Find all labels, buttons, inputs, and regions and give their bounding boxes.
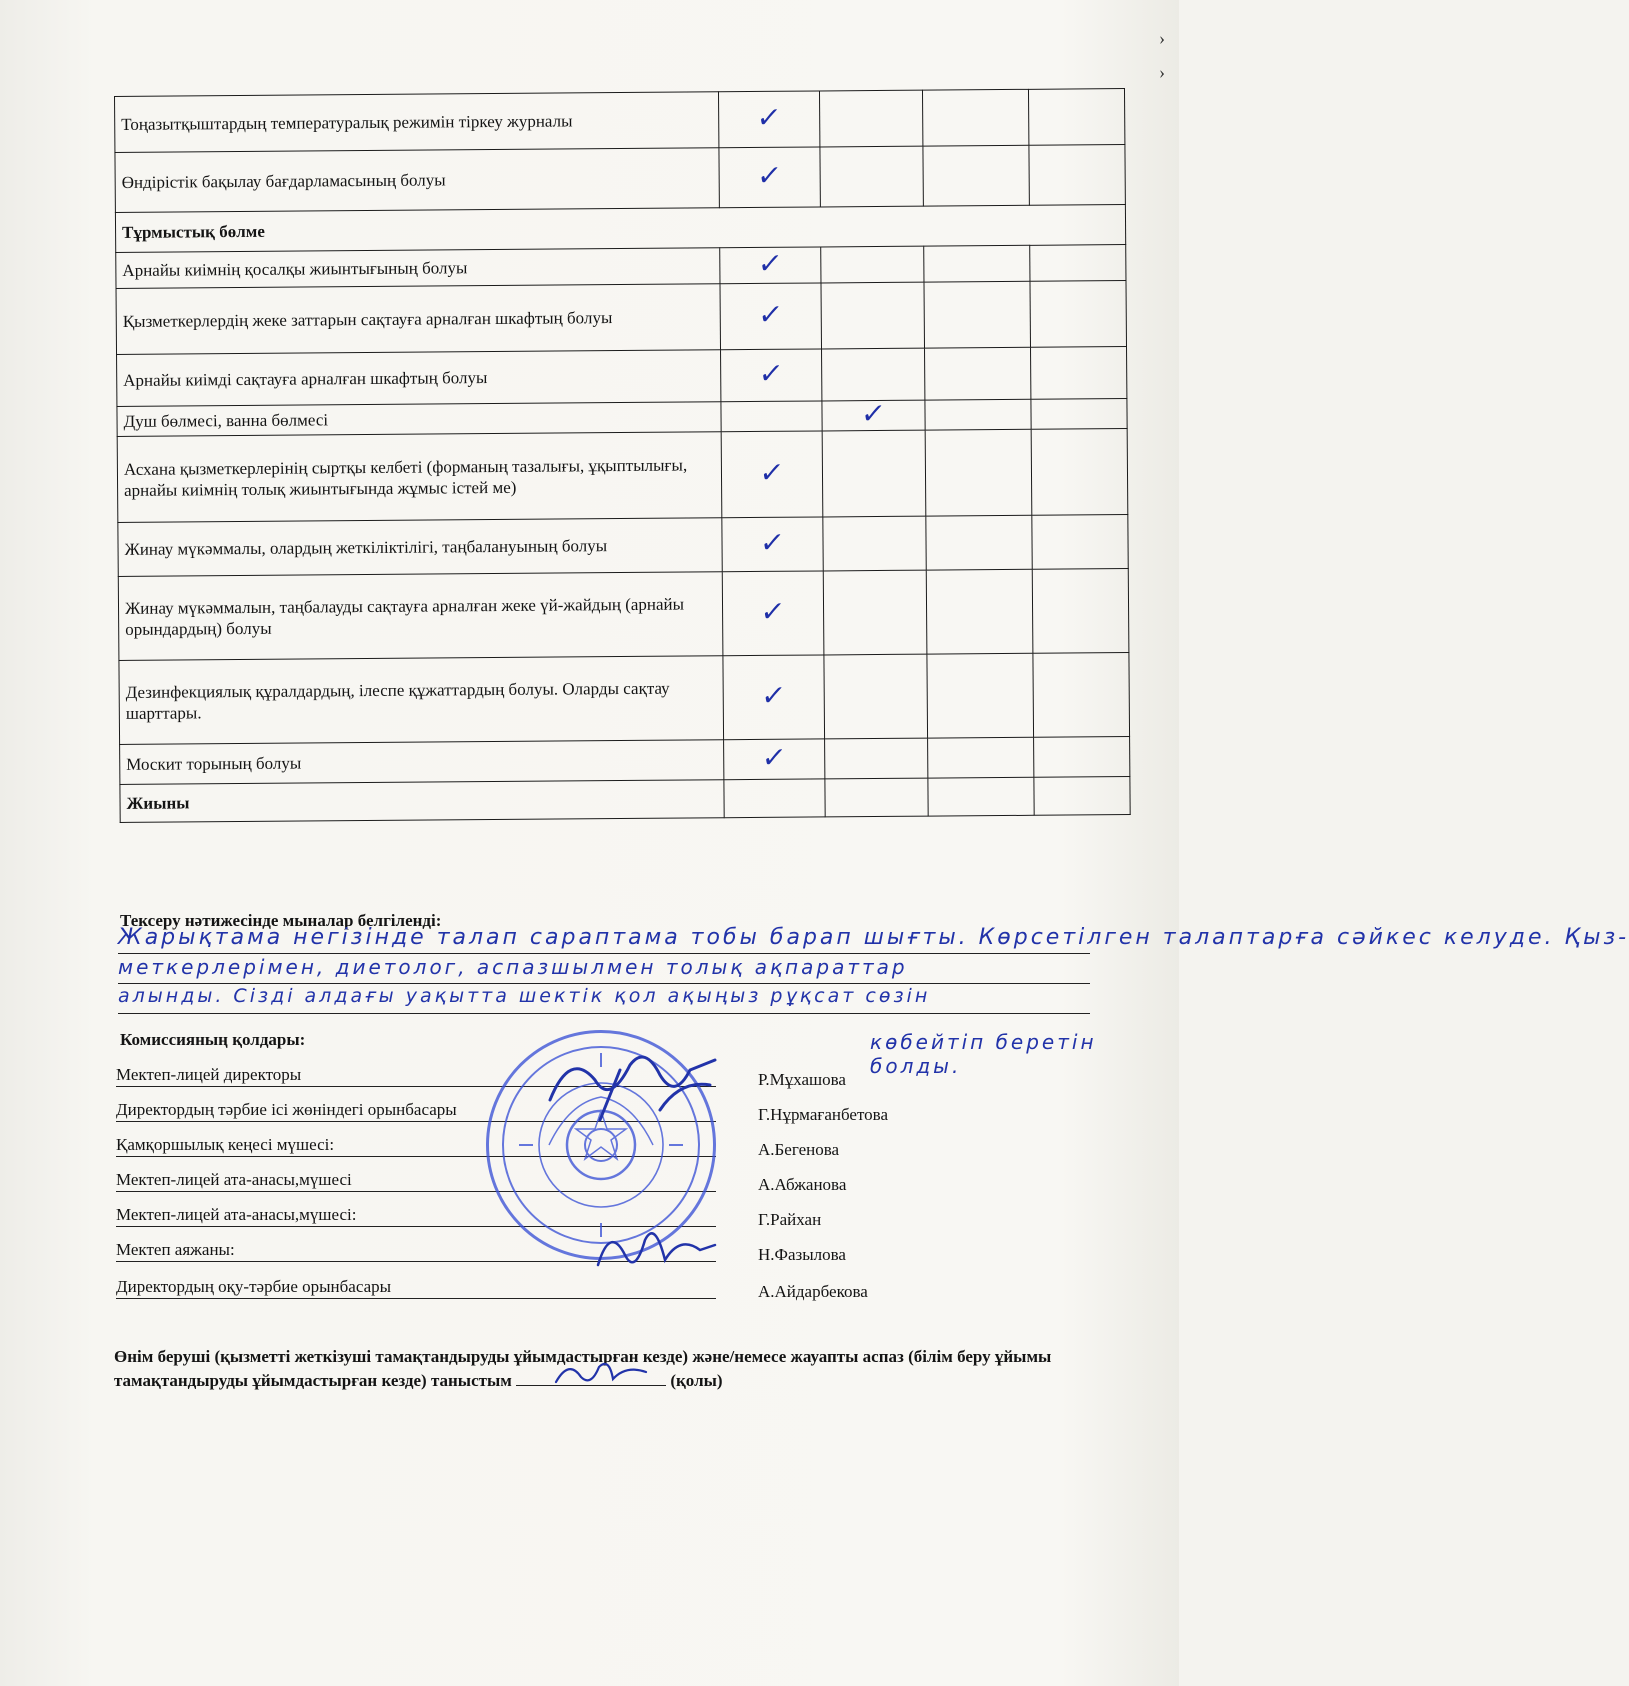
mark-cell — [1034, 737, 1130, 778]
mark-cell — [821, 246, 924, 283]
table-row — [118, 515, 1128, 577]
mark-cell — [1031, 347, 1127, 400]
mark-cell — [724, 779, 825, 818]
handwritten-line-2: меткерлерімен, диетолог, аспазшылмен толық ақпараттар — [118, 955, 1090, 984]
total-row — [120, 777, 1130, 823]
signature-name: Н.Фазылова — [758, 1245, 846, 1264]
mark-cell — [824, 654, 928, 739]
criterion-cell: Асхана қызметкерлерінің сыртқы келбеті (форманың тазалығы, ұқыптылығы, арнайы киімнің толық жиынтығында жұмыс істей ме) — [117, 432, 722, 523]
mark-cell — [925, 399, 1031, 430]
criterion-cell: Өндірістік бақылау бағдарламасының болуы — [115, 148, 719, 213]
signature-role: Мектеп-лицей директоры — [116, 1065, 302, 1084]
checkmark-icon: ✓ — [758, 455, 786, 489]
mark-cell — [822, 430, 926, 517]
table-row — [115, 145, 1125, 213]
handwritten-line-4: көбейтіп беретін болды. — [870, 1030, 1097, 1078]
mark-cell — [1029, 145, 1125, 206]
checkmark-icon: ✓ — [760, 740, 789, 774]
mark-cell — [720, 283, 822, 350]
criterion-cell: Тұрмыстық бөлме — [115, 205, 1125, 253]
mark-cell — [925, 347, 1031, 400]
checkmark-icon: ✓ — [756, 246, 785, 280]
signature-role: Мектеп-лицей ата-анасы,мүшесі: — [116, 1205, 357, 1224]
mark-cell — [820, 146, 923, 207]
criterion-cell: Жиыны — [120, 780, 724, 823]
mark-cell — [923, 145, 1029, 206]
signature-role: Мектеп аяжаны: — [116, 1240, 235, 1259]
mark-cell — [926, 515, 1032, 570]
criterion-cell: Тоңазытқыштардың температуралық режимін тіркеу журналы — [115, 92, 719, 153]
mark-cell — [720, 247, 821, 284]
mark-cell — [922, 89, 1028, 146]
mark-cell — [1032, 515, 1128, 570]
signature-role: Директордың тәрбие ісі жөніндегі орынбасары — [116, 1100, 457, 1119]
acknowledgement-text — [114, 1345, 1104, 1393]
mark-cell — [1028, 89, 1124, 146]
signature-name: Г.Райхан — [758, 1210, 822, 1229]
criterion-cell: Жинау мүкәммалы, олардың жеткіліктілігі, таңбалануының болуы — [118, 518, 722, 577]
criterion-cell: Москит торының болуы — [120, 740, 724, 785]
corner-mark: › — [1159, 28, 1165, 48]
mark-cell — [1033, 653, 1130, 738]
mark-cell — [928, 737, 1034, 778]
criterion-cell: Дезинфекциялық құралдардың, ілеспе құжаттардың болуы. Оларды сақтау шарттары. — [119, 656, 724, 745]
mark-cell — [925, 429, 1032, 516]
criterion-cell: Душ бөлмесі, ванна бөлмесі — [117, 402, 721, 437]
mark-cell — [721, 401, 822, 432]
mark-cell — [1032, 569, 1129, 654]
checkmark-icon: ✓ — [758, 525, 787, 559]
mark-cell — [822, 396, 925, 431]
acknowledgement-suffix: (қолы) — [670, 1371, 723, 1390]
mark-cell — [924, 281, 1031, 348]
mark-cell — [718, 91, 819, 148]
mark-cell — [822, 348, 925, 401]
signature-name: Р.Мұхашова — [758, 1070, 846, 1089]
criterion-cell: Арнайы киімнің қосалқы жиынтығының болуы — [116, 248, 720, 289]
mark-cell — [926, 569, 1033, 654]
mark-cell — [1031, 429, 1128, 516]
signature-name: А.Айдарбекова — [758, 1282, 868, 1301]
table-row — [119, 653, 1130, 745]
acknowledgement-signature-line — [516, 1371, 666, 1386]
criterion-cell: Қызметкерлердің жеке заттарын сақтауға арналған шкафтың болуы — [116, 284, 720, 355]
criterion-cell: Жинау мүкәммалын, таңбалауды сақтауға арналған жеке үй-жайдың (арнайы орындардың) болуы — [118, 572, 723, 661]
mark-cell — [722, 517, 823, 572]
nurse-signature-icon — [590, 1220, 720, 1280]
checkmark-icon: ✓ — [757, 356, 786, 390]
signature-name: А.Бегенова — [758, 1140, 840, 1159]
signature-role: Қамқоршылық кеңесі мүшесі: — [116, 1135, 335, 1154]
signatures-label: Комиссияның қолдары: — [120, 1030, 306, 1049]
mark-cell — [721, 431, 823, 518]
mark-cell — [823, 516, 926, 571]
mark-cell — [825, 778, 928, 817]
mark-cell — [819, 90, 922, 147]
table-row — [118, 569, 1129, 661]
checklist-table — [114, 88, 1131, 823]
mark-cell — [1031, 399, 1127, 430]
mark-cell — [724, 739, 825, 780]
signature-name: А.Абжанова — [758, 1175, 847, 1194]
acknowledgement-body: Өнім беруші (қызметті жеткізуші тамақтандыруды ұйымдастырған кезде) және/немесе жауапты аспаз (білім беру ұйымы тамақтандыруды ұйымдастырған кезде) таныстым — [114, 1347, 1052, 1390]
mark-cell — [719, 147, 820, 208]
mark-cell — [924, 245, 1030, 282]
table-row — [117, 429, 1128, 523]
checkmark-icon: ✓ — [755, 100, 784, 134]
table-row — [115, 89, 1125, 153]
mark-cell — [823, 570, 927, 655]
mark-cell — [1030, 281, 1127, 348]
checkmark-icon: ✓ — [859, 396, 888, 431]
mark-cell — [928, 777, 1034, 816]
checkmark-icon: ✓ — [755, 158, 784, 192]
mark-cell — [825, 738, 928, 779]
mark-cell — [821, 282, 925, 349]
signature-name: Г.Нұрмағанбетова — [758, 1105, 889, 1124]
director-signature-icon — [540, 1040, 740, 1130]
mark-cell — [1030, 245, 1126, 282]
signature-role: Директордың оқу-тәрбие орынбасары — [116, 1277, 392, 1296]
mark-cell — [723, 655, 825, 740]
checkmark-icon: ✓ — [759, 594, 787, 628]
handwritten-line-3: алынды. Сізді алдағы уақытта шектік қол ақыңыз рұқсат сөзін — [118, 985, 1090, 1014]
mark-cell — [721, 349, 822, 402]
mark-cell — [1034, 777, 1130, 816]
mark-cell — [722, 571, 824, 656]
signature-role: Мектеп-лицей ата-анасы,мүшесі — [116, 1170, 352, 1189]
checkmark-icon: ✓ — [759, 678, 788, 712]
mark-cell — [927, 653, 1034, 738]
cook-signature-icon — [551, 1357, 651, 1389]
checkmark-icon: ✓ — [756, 297, 785, 331]
criterion-cell: Арнайы киімді сақтауға арналған шкафтың болуы — [117, 350, 721, 407]
handwritten-line-1: Жарықтама негізінде талап сараптама тобы барап шығты. Көрсетілген талаптарға сәйкес келуде. Қыз- — [118, 925, 1090, 954]
findings-label: Тексеру нәтижесінде мыналар белгіленді: — [120, 911, 442, 930]
corner-mark: › — [1159, 62, 1165, 82]
table-row — [116, 281, 1126, 355]
table-row — [117, 347, 1127, 407]
